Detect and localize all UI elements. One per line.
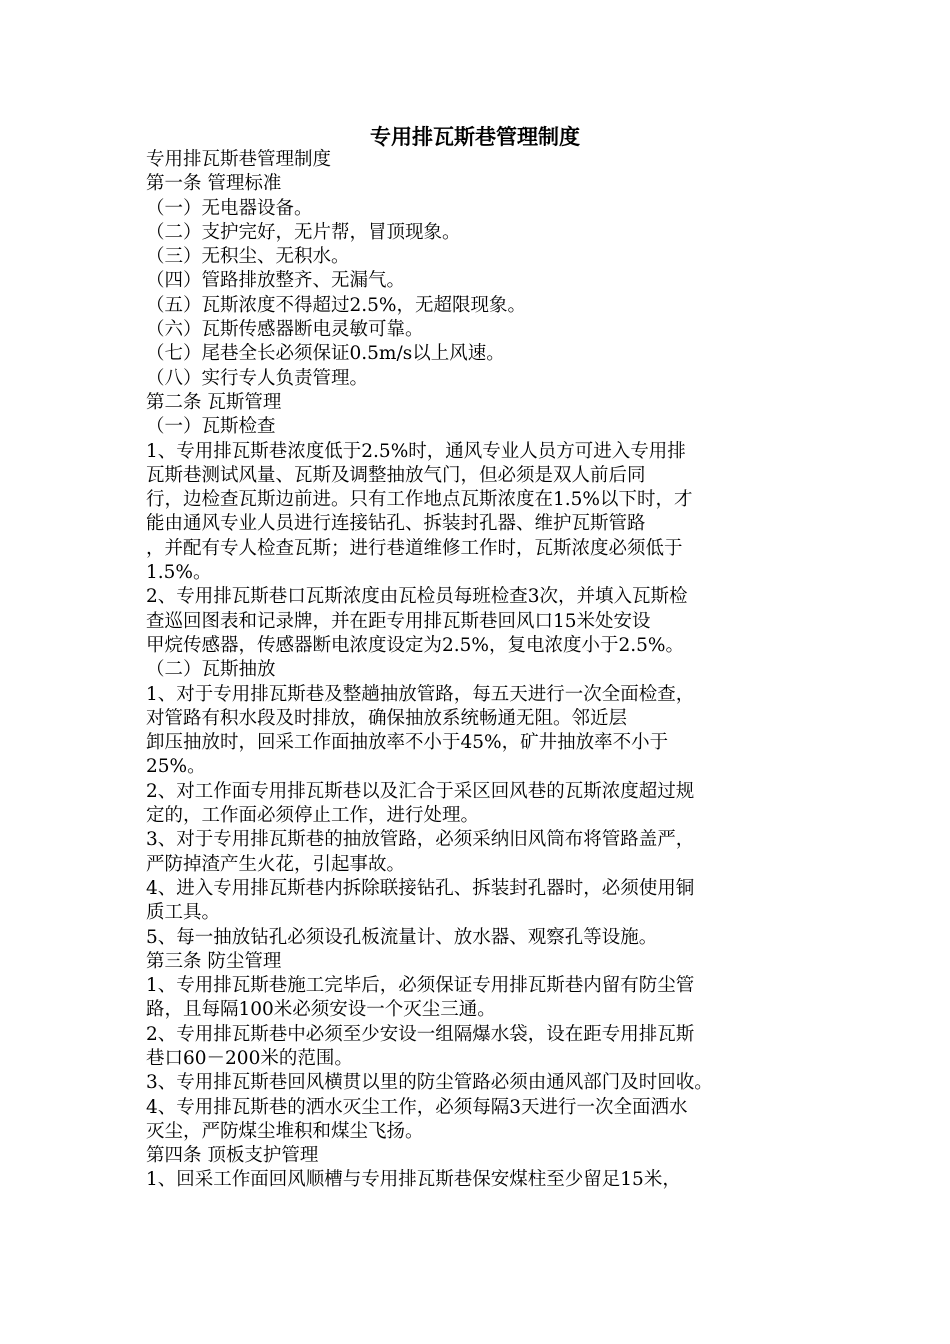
text-line: （一）瓦斯检查 — [146, 416, 276, 438]
text-line: 5、每一抽放钻孔必须设孔板流量计、放水器、观察孔等设施。 — [146, 926, 658, 948]
text-line: 严防掉渣产生火花，引起事故。 — [146, 853, 406, 875]
text-line: （二）支护完好，无片帮，冒顶现象。 — [146, 221, 461, 243]
text-line: 25%。 — [146, 756, 206, 778]
text-line: （四）管路排放整齐、无漏气。 — [146, 270, 406, 292]
document-body — [146, 148, 826, 1193]
text-line: ，并配有专人检查瓦斯；进行巷道维修工作时，瓦斯浓度必须低于 — [146, 537, 683, 559]
text-line: 查巡回图表和记录牌，并在距专用排瓦斯巷回风口15米处安设 — [146, 610, 651, 632]
document-title: 专用排瓦斯巷管理制度 — [370, 125, 580, 149]
text-line: 3、专用排瓦斯巷回风横贯以里的防尘管路必须由通风部门及时回收。 — [146, 1072, 713, 1094]
text-line: 质工具。 — [146, 902, 221, 924]
text-line: 3、对于专用排瓦斯巷的抽放管路，必须采纳旧风筒布将管路盖严， — [146, 829, 695, 851]
text-line: （五）瓦斯浓度不得超过2.5%，无超限现象。 — [146, 294, 527, 316]
text-line: 定的，工作面必须停止工作，进行处理。 — [146, 805, 480, 827]
text-line: 甲烷传感器，传感器断电浓度设定为2.5%，复电浓度小于2.5%。 — [146, 634, 685, 656]
text-line: 2、专用排瓦斯巷口瓦斯浓度由瓦检员每班检查3次，并填入瓦斯检 — [146, 586, 688, 608]
text-line: 瓦斯巷测试风量、瓦斯及调整抽放气门，但必须是双人前后同 — [146, 464, 646, 486]
text-line: （六）瓦斯传感器断电灵敏可靠。 — [146, 319, 424, 341]
text-line: （八）实行专人负责管理。 — [146, 367, 369, 389]
text-line: 2、专用排瓦斯巷中必须至少安设一组隔爆水袋，设在距专用排瓦斯 — [146, 1023, 695, 1045]
text-line: 卸压抽放时，回采工作面抽放率不小于45%，矿井抽放率不小于 — [146, 732, 669, 754]
text-line: 能由通风专业人员进行连接钻孔、拆装封孔器、维护瓦斯管路 — [146, 513, 646, 535]
text-line: 行，边检查瓦斯边前进。只有工作地点瓦斯浓度在1.5%以下时，才 — [146, 489, 693, 511]
text-line: 1、对于专用排瓦斯巷及整趟抽放管路，每五天进行一次全面检查， — [146, 683, 695, 705]
text-line: 1、专用排瓦斯巷浓度低于2.5%时，通风专业人员方可进入专用排 — [146, 440, 686, 462]
text-line: 4、进入专用排瓦斯巷内拆除联接钻孔、拆装封孔器时，必须使用铜 — [146, 877, 695, 899]
text-line: 第一条 管理标准 — [146, 173, 282, 195]
text-line: 1、回采工作面回风顺槽与专用排瓦斯巷保安煤柱至少留足15米， — [146, 1169, 681, 1191]
text-line: 4、专用排瓦斯巷的洒水灭尘工作，必须每隔3天进行一次全面洒水 — [146, 1096, 688, 1118]
text-line: 专用排瓦斯巷管理制度 — [146, 149, 332, 170]
text-line: 巷口60－200米的范围。 — [146, 1047, 353, 1069]
text-line: 对管路有积水段及时排放，确保抽放系统畅通无阻。邻近层 — [146, 707, 628, 729]
text-line: 1、专用排瓦斯巷施工完毕后，必须保证专用排瓦斯巷内留有防尘管 — [146, 975, 695, 997]
text-line: 1.5%。 — [146, 562, 212, 584]
text-line: （三）无积尘、无积水。 — [146, 246, 350, 268]
text-line: 第四条 顶板支护管理 — [146, 1145, 319, 1167]
text-line: （二）瓦斯抽放 — [146, 659, 276, 681]
text-line: （一）无电器设备。 — [146, 197, 313, 219]
text-line: （七）尾巷全长必须保证0.5m/s以上风速。 — [146, 343, 505, 365]
text-line: 第二条 瓦斯管理 — [146, 391, 282, 413]
text-line: 灭尘，严防煤尘堆积和煤尘飞扬。 — [146, 1120, 424, 1142]
text-line: 第三条 防尘管理 — [146, 950, 282, 972]
text-line: 2、对工作面专用排瓦斯巷以及汇合于采区回风巷的瓦斯浓度超过规 — [146, 780, 695, 802]
text-line: 路，且每隔100米必须安设一个灭尘三通。 — [146, 999, 496, 1021]
